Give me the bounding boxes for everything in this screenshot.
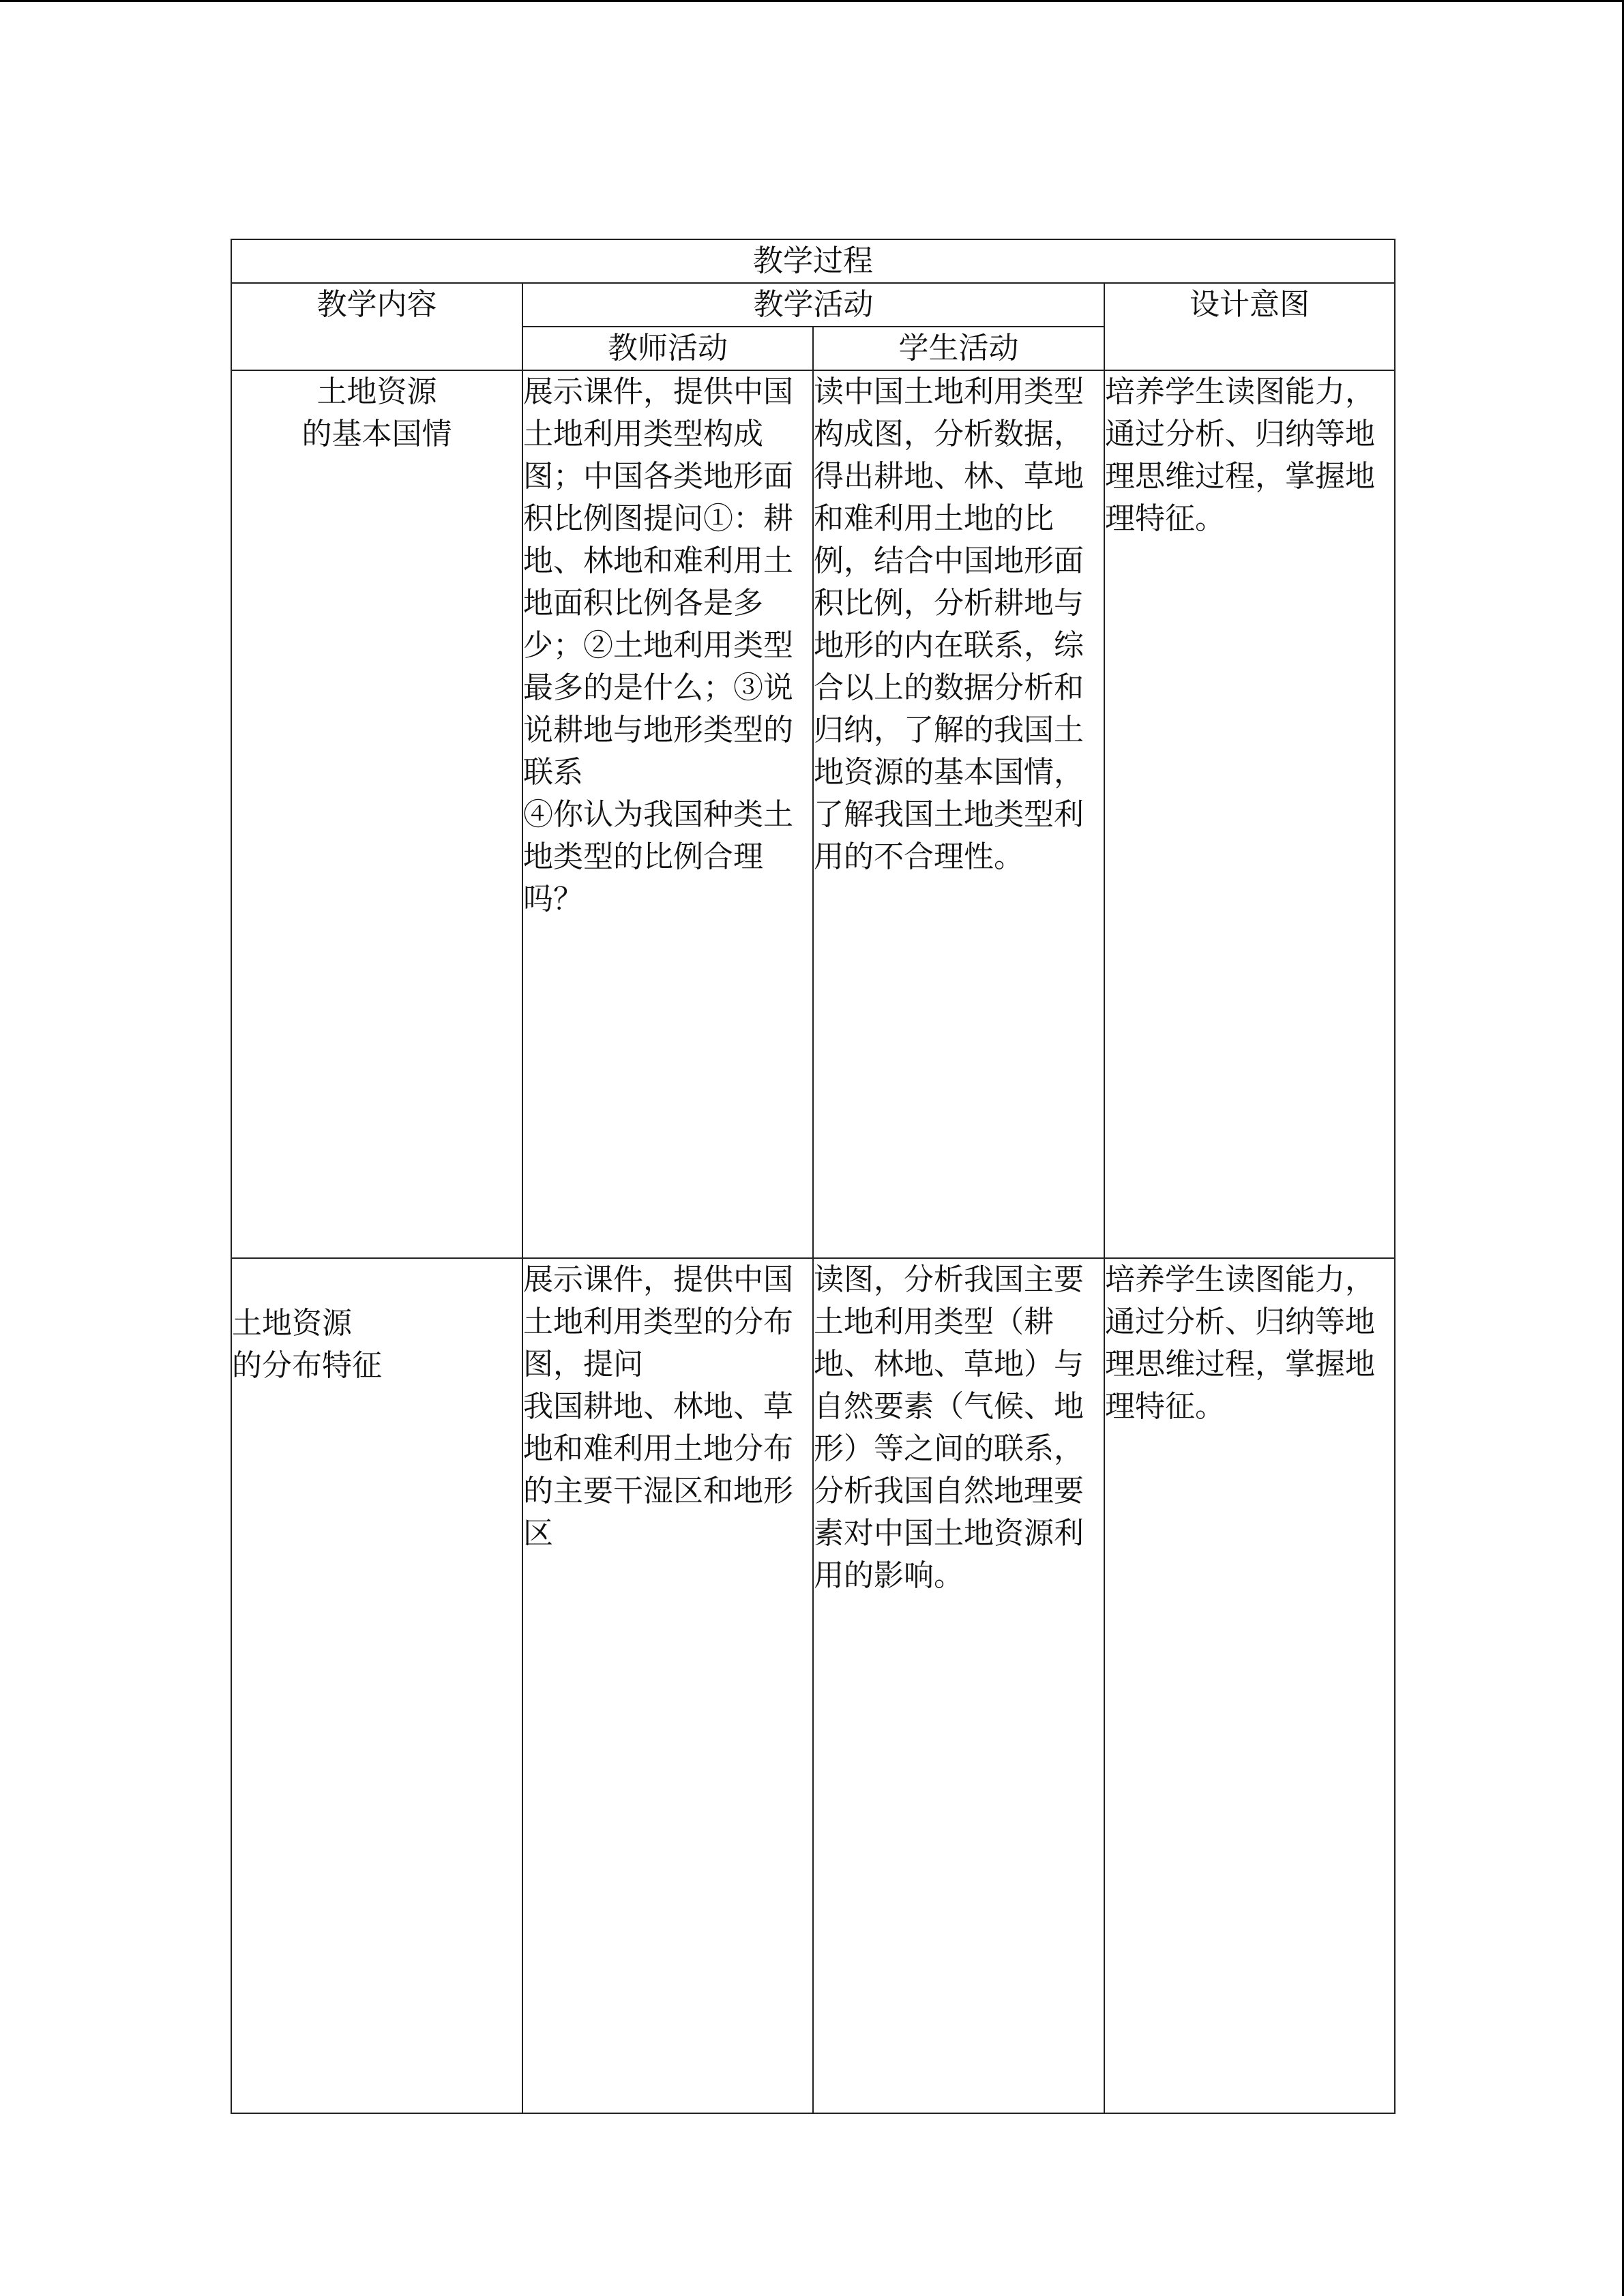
student-activity-cell [813,1258,1104,2113]
content-line: 的分布特征 [232,1348,382,1383]
table-title: 教学过程 [231,239,1395,283]
page-top-border [0,0,1624,2]
student-activity-text: 读中国土地利用类型构成图，分析数据，得出耕地、林、草地和难利用土地的比例，结合中国地形面积比例，分析耕地与地形的内在联系，综合以上的数据分析和归纳，了解的我国土地资源的基本国情，了解我国土地类型利用的不合理性。 [814,374,1084,874]
teacher-activity-text: 展示课件，提供中国土地利用类型的分布图，提问 [523,1262,793,1382]
header-student-activity: 学生活动 [813,327,1104,370]
table-title-row [231,239,1395,283]
content-line: 的基本国情 [301,417,452,451]
table-row [231,370,1395,1258]
student-activity-cell [813,370,1104,1258]
teacher-activity-cell [522,1258,813,2113]
teacher-activity-text: 我国耕地、林地、草地和难利用土地分布的主要干湿区和地形区 [523,1389,793,1551]
header-design-intent: 设计意图 [1104,283,1395,370]
design-intent-text: 培养学生读图能力，通过分析、归纳等地理思维过程，掌握地理特征。 [1105,1262,1375,1424]
teacher-activity-text: 展示课件，提供中国土地利用类型构成图；中国各类地形面积比例图提问①：耕地、林地和难利用土地面积比例各是多少；②土地利用类型最多的是什么；③说说耕地与地形类型的联系 [523,374,793,790]
content-cell [231,370,522,1258]
design-intent-text: 培养学生读图能力，通过分析、归纳等地理思维过程，掌握地理特征。 [1105,374,1375,536]
teaching-process-table [231,239,1396,2114]
content-cell [231,1258,522,2113]
content-line: 土地资源 [232,1306,352,1341]
header-teacher-activity: 教师活动 [522,327,813,370]
design-intent-cell [1104,1258,1395,2113]
header-teaching-content: 教学内容 [231,283,522,370]
content-line: 土地资源 [316,374,437,409]
table-row [231,1258,1395,2113]
student-activity-text: 读图，分析我国主要土地利用类型（耕地、林地、草地）与自然要素（气候、地形）等之间的联系，分析我国自然地理要素对中国土地资源利用的影响。 [814,1262,1084,1593]
header-teaching-activity: 教学活动 [522,283,1104,327]
table-header-row-1 [231,283,1395,327]
teacher-activity-text: ④你认为我国种类土地类型的比例合理吗？ [523,797,793,916]
teacher-activity-cell [522,370,813,1258]
design-intent-cell [1104,370,1395,1258]
